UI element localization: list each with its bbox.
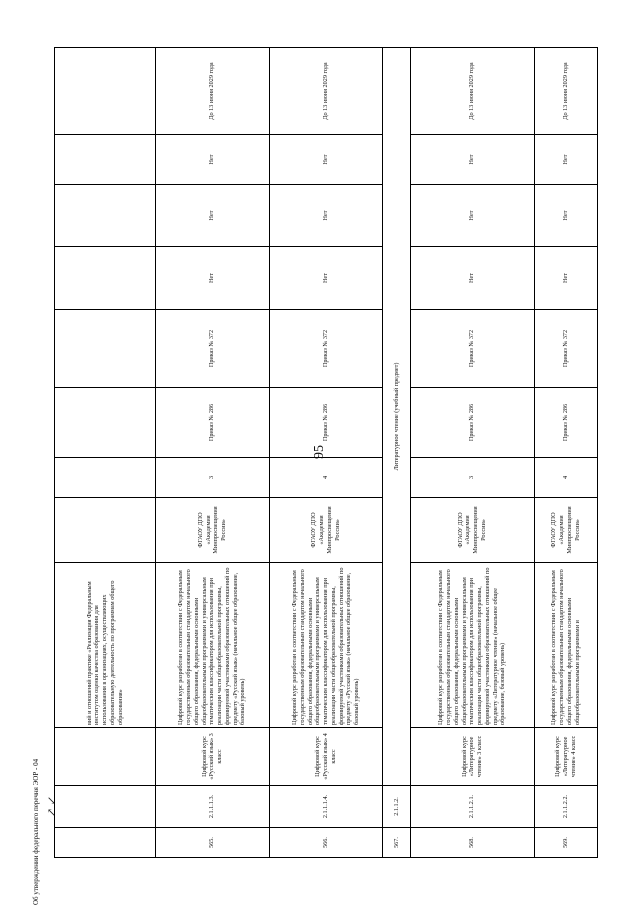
row-name: Цифровой курс «Литературное чтение» 3 класс (410, 728, 534, 786)
row-code: 2.1.1.2.1. (410, 786, 534, 828)
row-order-2: Приказ № 372 (534, 310, 597, 388)
row-number: 568. (410, 828, 534, 858)
row-number: 569. (534, 828, 597, 858)
row-code: 2.1.1.1.3. (156, 786, 270, 828)
row-number: 567. (383, 828, 410, 858)
row-name: Цифровой курс «Литературное чтение» 4 класс (534, 728, 597, 786)
table-row (534, 48, 597, 858)
registry-table (54, 47, 598, 858)
row-number: 566. (269, 828, 383, 858)
row-order-2: Приказ № 372 (156, 310, 270, 388)
row-number: 565. (156, 828, 270, 858)
row-flag-3: Нет (534, 135, 597, 185)
row-order-1: Приказ № 286 (410, 388, 534, 458)
row-code: 2.1.1.2. (383, 786, 410, 828)
row-order-1: Приказ № 286 (269, 388, 383, 458)
table-row (156, 48, 270, 858)
section-row (383, 48, 410, 858)
row-flag-3: Нет (269, 135, 383, 185)
row-name: Цифровой курс «Русский язык» 3 класс (156, 728, 270, 786)
row-flag-1: Нет (410, 247, 534, 310)
row-author: ФГАОУ ДПО «Академия Минпросвещения России» (269, 498, 383, 563)
rotated-table-wrapper (54, 48, 598, 858)
table-row (269, 48, 383, 858)
row-deadline: До 13 июня 2029 года (410, 48, 534, 135)
row-order-1: Приказ № 286 (156, 388, 270, 458)
row-flag-2: Нет (534, 185, 597, 247)
row-description: Цифровой курс разработан в соответствии с Федеральным государственным образовательным стандартом начального общего образования, федеральными основными общеобразовательными программами и (534, 563, 597, 728)
row-flag-2: Нет (156, 185, 270, 247)
row-flag-1: Нет (269, 247, 383, 310)
footer-note: Об утверждении федерального перечня ЭОР - 04 (32, 758, 40, 905)
row-deadline: До 13 июня 2029 года (156, 48, 270, 135)
row-grade: 4 (534, 458, 597, 498)
table-row-top-fragment (55, 48, 156, 858)
scan-mark: ↗ ↙ (46, 795, 59, 818)
row-grade: 3 (156, 458, 270, 498)
section-title: Литературное чтение (учебный предмет) (383, 48, 410, 786)
row-code: 2.1.1.1.4. (269, 786, 383, 828)
row-flag-1: Нет (534, 247, 597, 310)
row-flag-1: Нет (156, 247, 270, 310)
row-flag-2: Нет (410, 185, 534, 247)
row-flag-3: Нет (156, 135, 270, 185)
row-flag-2: Нет (269, 185, 383, 247)
row-flag-3: Нет (410, 135, 534, 185)
table-row (410, 48, 534, 858)
row-order-1: Приказ № 286 (534, 388, 597, 458)
row-order-2: Приказ № 372 (410, 310, 534, 388)
row-name: Цифровой курс «Русский язык» 4 класс (269, 728, 383, 786)
row-order-2: Приказ № 372 (269, 310, 383, 388)
row-grade: 3 (410, 458, 534, 498)
row-deadline: До 13 июня 2029 года (534, 48, 597, 135)
row-author: ФГАОУ ДПО «Академия Минпросвещения России» (534, 498, 597, 563)
row-author: ФГАОУ ДПО «Академия Минпросвещения России» (156, 498, 270, 563)
top-fragment-description: вий и отношений практике «Реализация Федеральным институтом оценки качества образования для использования в организациях, осуществляющих образовательную деятельность по программам общего образования» (55, 563, 156, 728)
row-author: ФГАОУ ДПО «Академия Минпросвещения России» (410, 498, 534, 563)
row-description: Цифровой курс разработан в соответствии с Федеральным государственным образовательным стандартом начального общего образования, федеральными основными общеобразовательными программами и универсальным тематическим классификатором для использования при реализации части общеобразовательной программы, формируемой участниками образовательных отношений по предмету «Русский язык» (начальное общее образование, базовый уровень) (156, 563, 270, 728)
row-code: 2.1.1.2.2. (534, 786, 597, 828)
row-description: Цифровой курс разработан в соответствии с Федеральным государственным образовательным стандартом начального общего образования, федеральными основными общеобразовательными программами и универсальным тематическим классификатором для использования при реализации части общеобразовательной программы, формируемой участниками образовательных отношений по предмету «Русский язык» (начальное общее образование, базовый уровень) (269, 563, 383, 728)
row-description: Цифровой курс разработан в соответствии с Федеральным государственным образовательным стандартом начального общего образования, федеральными основными общеобразовательными программами и универсальным тематическим классификатором для использования при реализации части общеобразовательной программы, формируемой участниками образовательных отношений по предмету «Литературное чтение» (начальное общее образование, базовый уровень) (410, 563, 534, 728)
row-grade: 4 (269, 458, 383, 498)
row-deadline: До 13 июня 2029 года (269, 48, 383, 135)
page-number: 95 (312, 445, 327, 459)
